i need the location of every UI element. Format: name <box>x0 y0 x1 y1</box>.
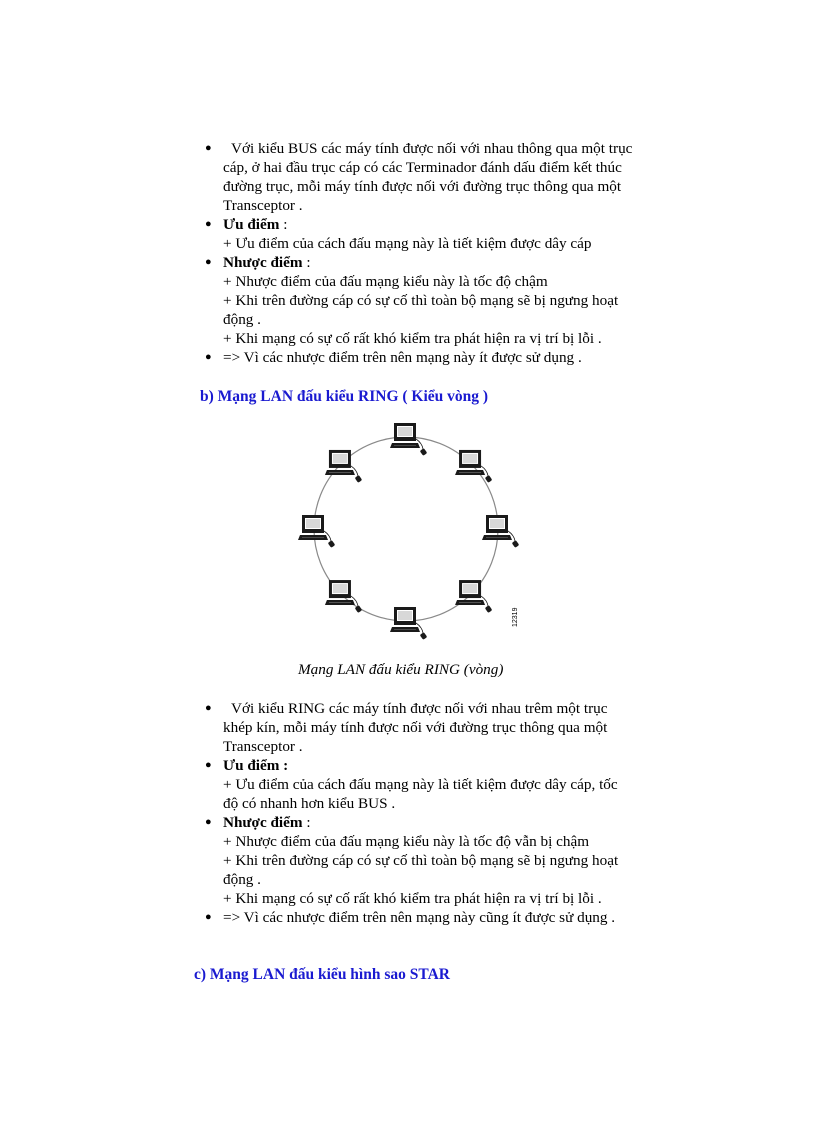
computer-icon <box>482 515 519 548</box>
bullet-icon: ● <box>205 142 212 154</box>
ring-section <box>205 699 633 927</box>
advantage-label: Ưu điểm : <box>223 757 289 774</box>
bullet-icon: ● <box>205 256 212 268</box>
ring-disadvantage-item <box>205 813 633 908</box>
advantage-line: + Ưu điểm của cách đấu mạng này là tiết kiệm được dây cáp, tốc độ có nhanh hơn kiểu BUS . <box>223 776 618 812</box>
bullet-icon: ● <box>205 816 212 828</box>
disadvantage-line: + Nhược điểm của đấu mạng kiểu này là tốc độ chậm <box>223 273 548 290</box>
bus-intro-item <box>205 139 633 215</box>
ring-intro-item <box>205 699 633 756</box>
advantage-suffix: : <box>279 216 288 233</box>
bus-section <box>205 139 633 367</box>
bullet-icon: ● <box>205 911 212 923</box>
bullet-icon: ● <box>205 759 212 771</box>
conclusion-text: => Vì các nhược điểm trên nên mạng này ít được sử dụng . <box>223 349 582 366</box>
disadvantage-line: + Khi trên đường cáp có sự cố thì toàn bộ mạng sẽ bị ngưng hoạt động . <box>223 852 619 888</box>
ring-topology-diagram <box>295 422 525 644</box>
disadvantage-line: + Nhược điểm của đấu mạng kiểu này là tốc độ vẫn bị chậm <box>223 833 590 850</box>
bus-intro-text: Với kiểu BUS các máy tính được nối với nhau thông qua một trục cáp, ở hai đầu trục cáp có các Terminador đánh dấu điểm kết thúc đường trục, mỗi máy tính được nối với đường trục thông qua một Transceptor . <box>223 140 633 214</box>
computer-icon <box>455 580 492 613</box>
figure-code: 12319 <box>512 607 519 627</box>
advantage-label: Ưu điểm <box>223 216 280 233</box>
disadvantage-line: + Khi mạng có sự cố rất khó kiểm tra phát hiện ra vị trí bị lỗi . <box>223 890 602 907</box>
heading-star: c) Mạng LAN đấu kiểu hình sao STAR <box>194 966 450 983</box>
disadvantage-label: Nhược điểm <box>223 254 303 271</box>
computer-icon <box>298 515 335 548</box>
computer-icon <box>455 450 492 483</box>
bus-disadvantage-item <box>205 253 633 348</box>
bullet-icon: ● <box>205 351 212 363</box>
ring-advantage-item <box>205 756 633 813</box>
computer-icon <box>390 607 427 640</box>
figure-caption: Mạng LAN đấu kiểu RING (vòng) <box>298 661 504 678</box>
conclusion-text: => Vì các nhược điểm trên nên mạng này cũng ít được sử dụng . <box>223 909 616 926</box>
disadvantage-line: + Khi trên đường cáp có sự cố thì toàn bộ mạng sẽ bị ngưng hoạt động . <box>223 292 619 328</box>
bullet-icon: ● <box>205 218 212 230</box>
ring-conclusion-item <box>205 908 633 927</box>
bullet-icon: ● <box>205 702 212 714</box>
heading-ring: b) Mạng LAN đấu kiểu RING ( Kiểu vòng ) <box>200 388 489 405</box>
disadvantage-label: Nhược điểm <box>223 814 303 831</box>
computer-icon <box>325 580 362 613</box>
disadvantage-line: + Khi mạng có sự cố rất khó kiểm tra phát hiện ra vị trí bị lỗi . <box>223 330 602 347</box>
disadvantage-suffix: : <box>302 814 311 831</box>
advantage-line: + Ưu điểm của cách đấu mạng này là tiết kiệm được dây cáp <box>223 235 592 252</box>
bus-conclusion-item <box>205 348 633 367</box>
bus-advantage-item <box>205 215 633 253</box>
disadvantage-suffix: : <box>302 254 311 271</box>
computer-icon <box>325 450 362 483</box>
computer-icon <box>390 423 427 456</box>
ring-intro-text: Với kiểu RING các máy tính được nối với nhau trêm một trục khép kín, mỗi máy tính được nối với đường trục thông qua một Transceptor . <box>223 700 608 755</box>
